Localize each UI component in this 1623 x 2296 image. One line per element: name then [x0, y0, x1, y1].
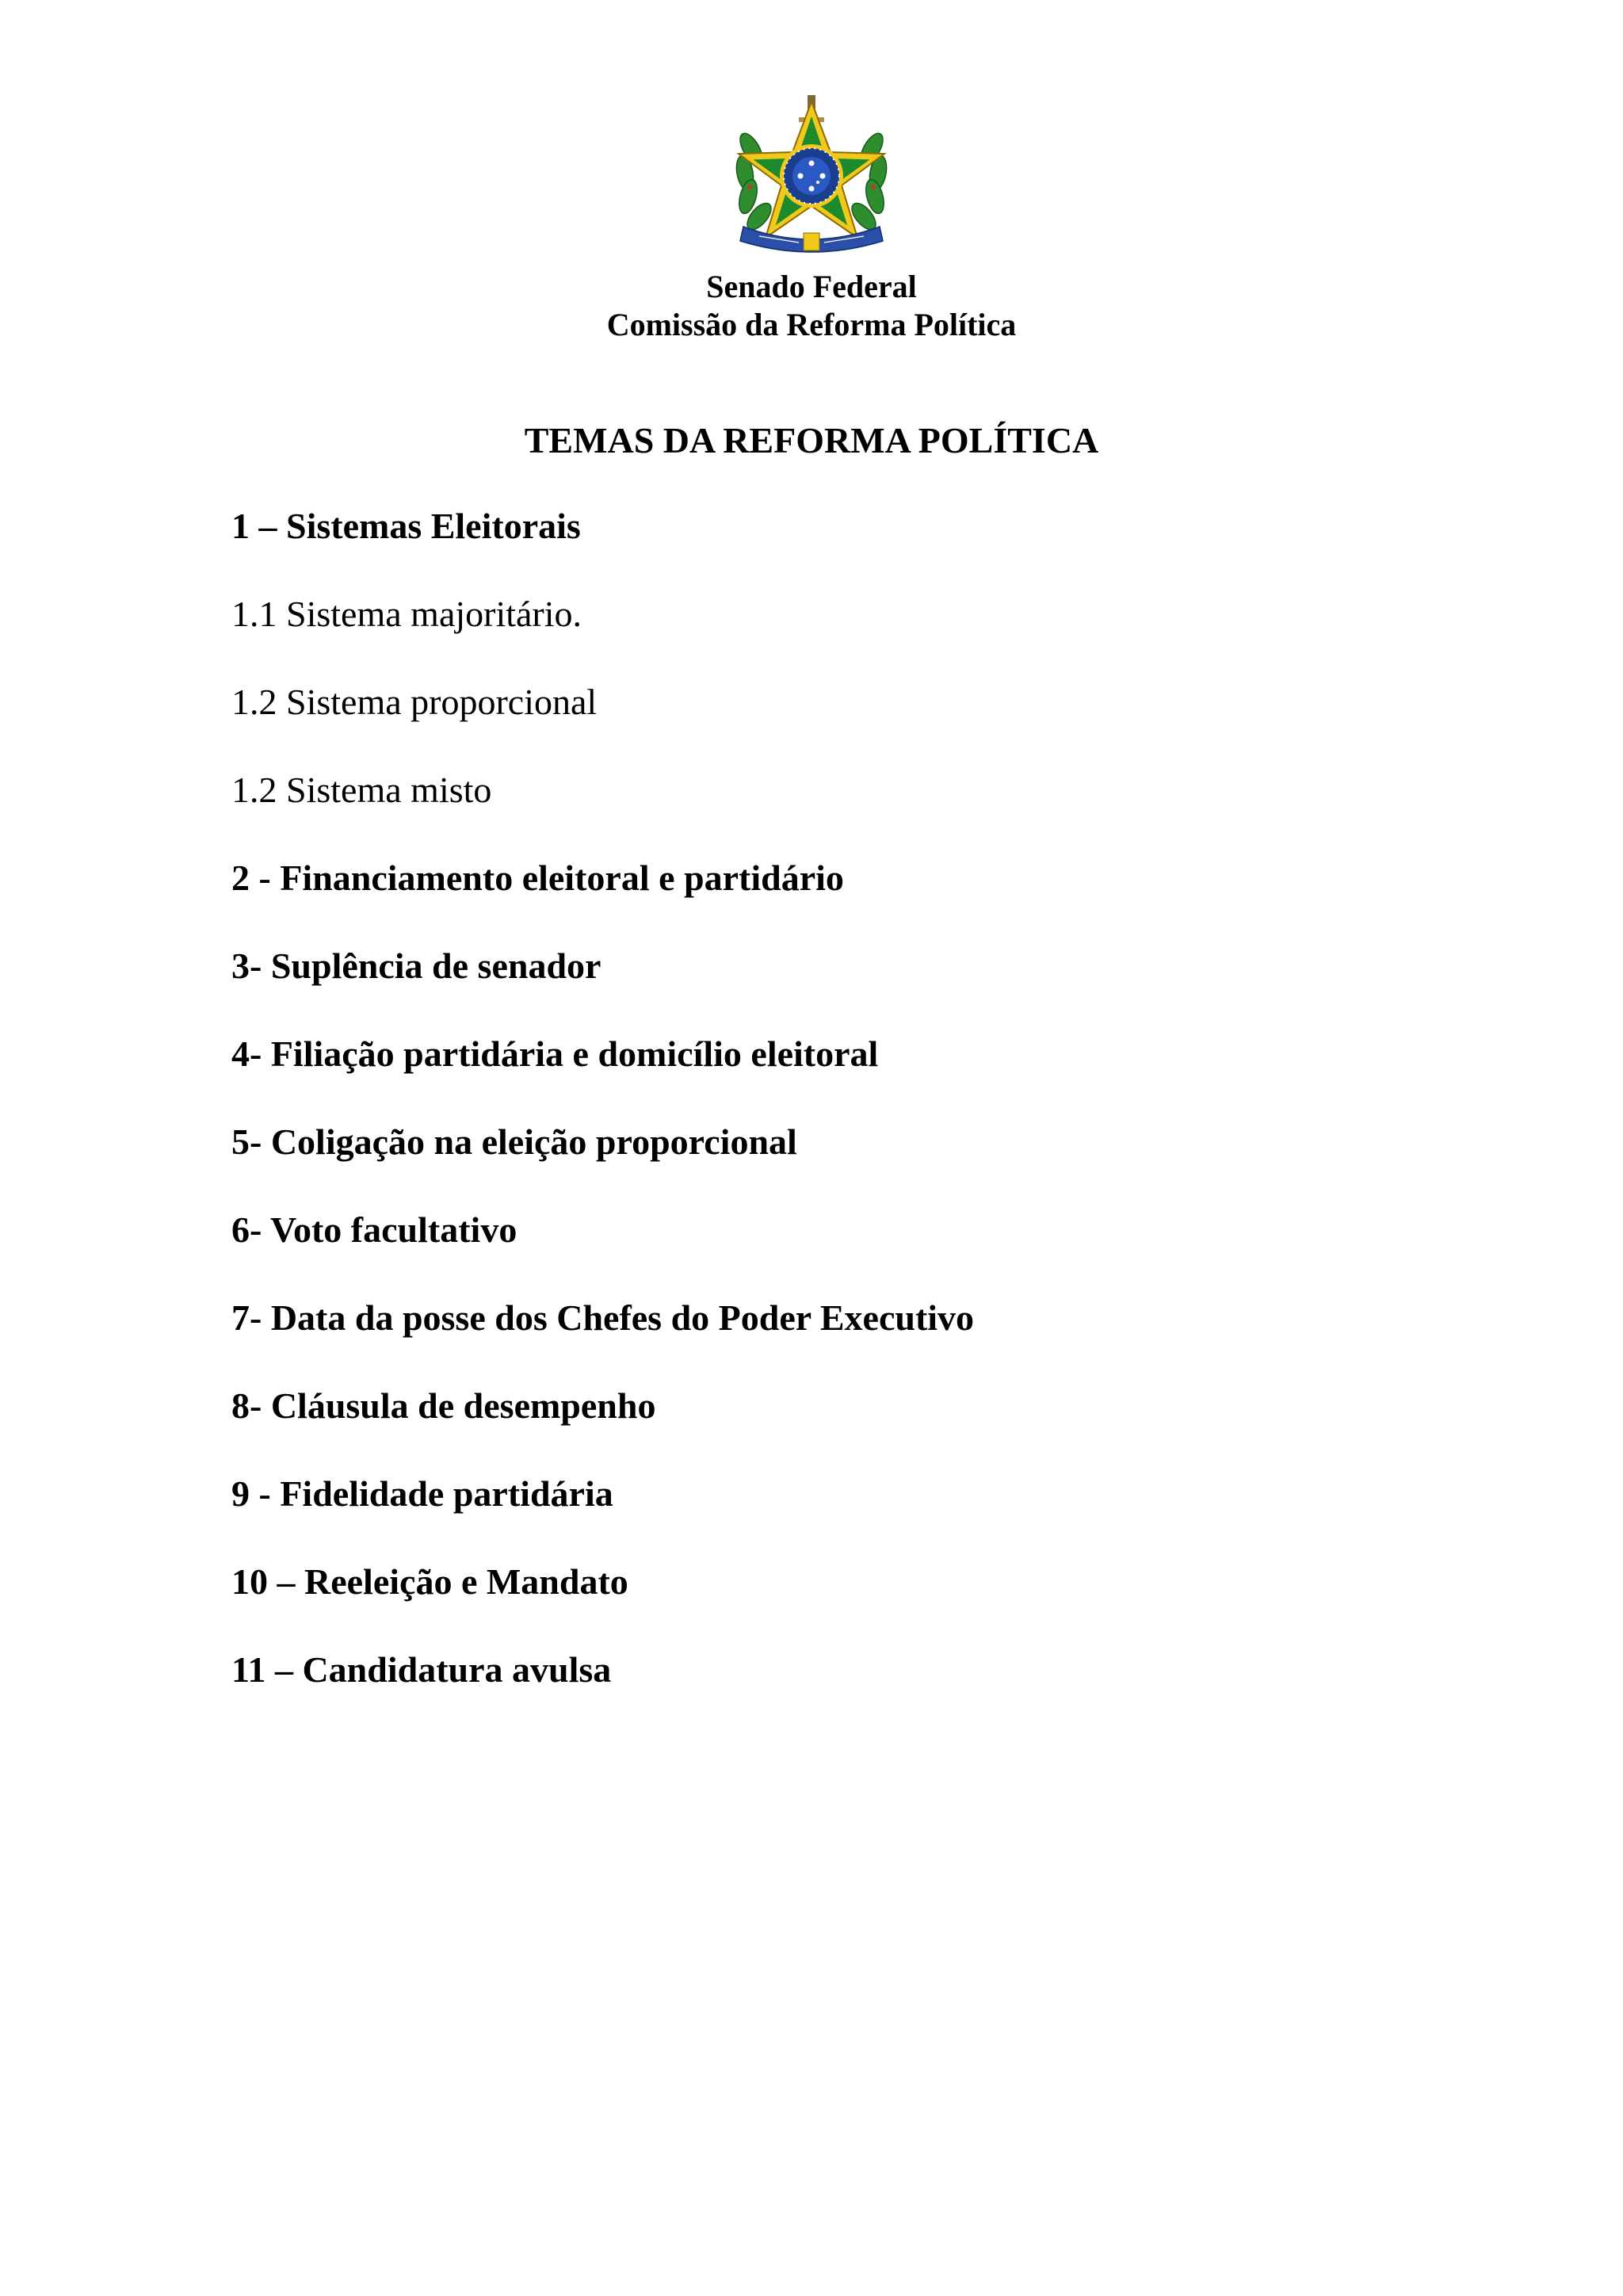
topic-item: 11 – Candidatura avulsa: [231, 1649, 612, 1690]
topic-subitem: 1.1 Sistema majoritário.: [231, 594, 582, 634]
institution-name: Senado Federal: [706, 269, 917, 304]
topic-item: 3- Suplência de senador: [231, 946, 601, 986]
topic-item: 10 – Reeleição e Mandato: [231, 1561, 628, 1602]
topic-subitem: 1.2 Sistema misto: [231, 770, 492, 810]
topic-item: 4- Filiação partidária e domicílio eleitoral: [231, 1033, 879, 1074]
topic-item: 8- Cláusula de desempenho: [231, 1385, 656, 1426]
topic-item: 2 - Financiamento eleitoral e partidário: [231, 858, 844, 898]
topic-item: 5- Coligação na eleição proporcional: [231, 1121, 797, 1162]
topic-item: 1 – Sistemas Eleitorais: [231, 506, 581, 546]
topic-subitem: 1.2 Sistema proporcional: [231, 682, 598, 722]
topic-item: 6- Voto facultativo: [231, 1209, 517, 1250]
topic-item: 7- Data da posse dos Chefes do Poder Executivo: [231, 1297, 975, 1338]
topic-item: 9 - Fidelidade partidária: [231, 1473, 613, 1514]
document-title: TEMAS DA REFORMA POLÍTICA: [524, 420, 1099, 460]
coat-of-arms-emblem: [727, 94, 896, 262]
commission-name: Comissão da Reforma Política: [606, 307, 1017, 342]
topics-list: [231, 504, 1499, 1736]
